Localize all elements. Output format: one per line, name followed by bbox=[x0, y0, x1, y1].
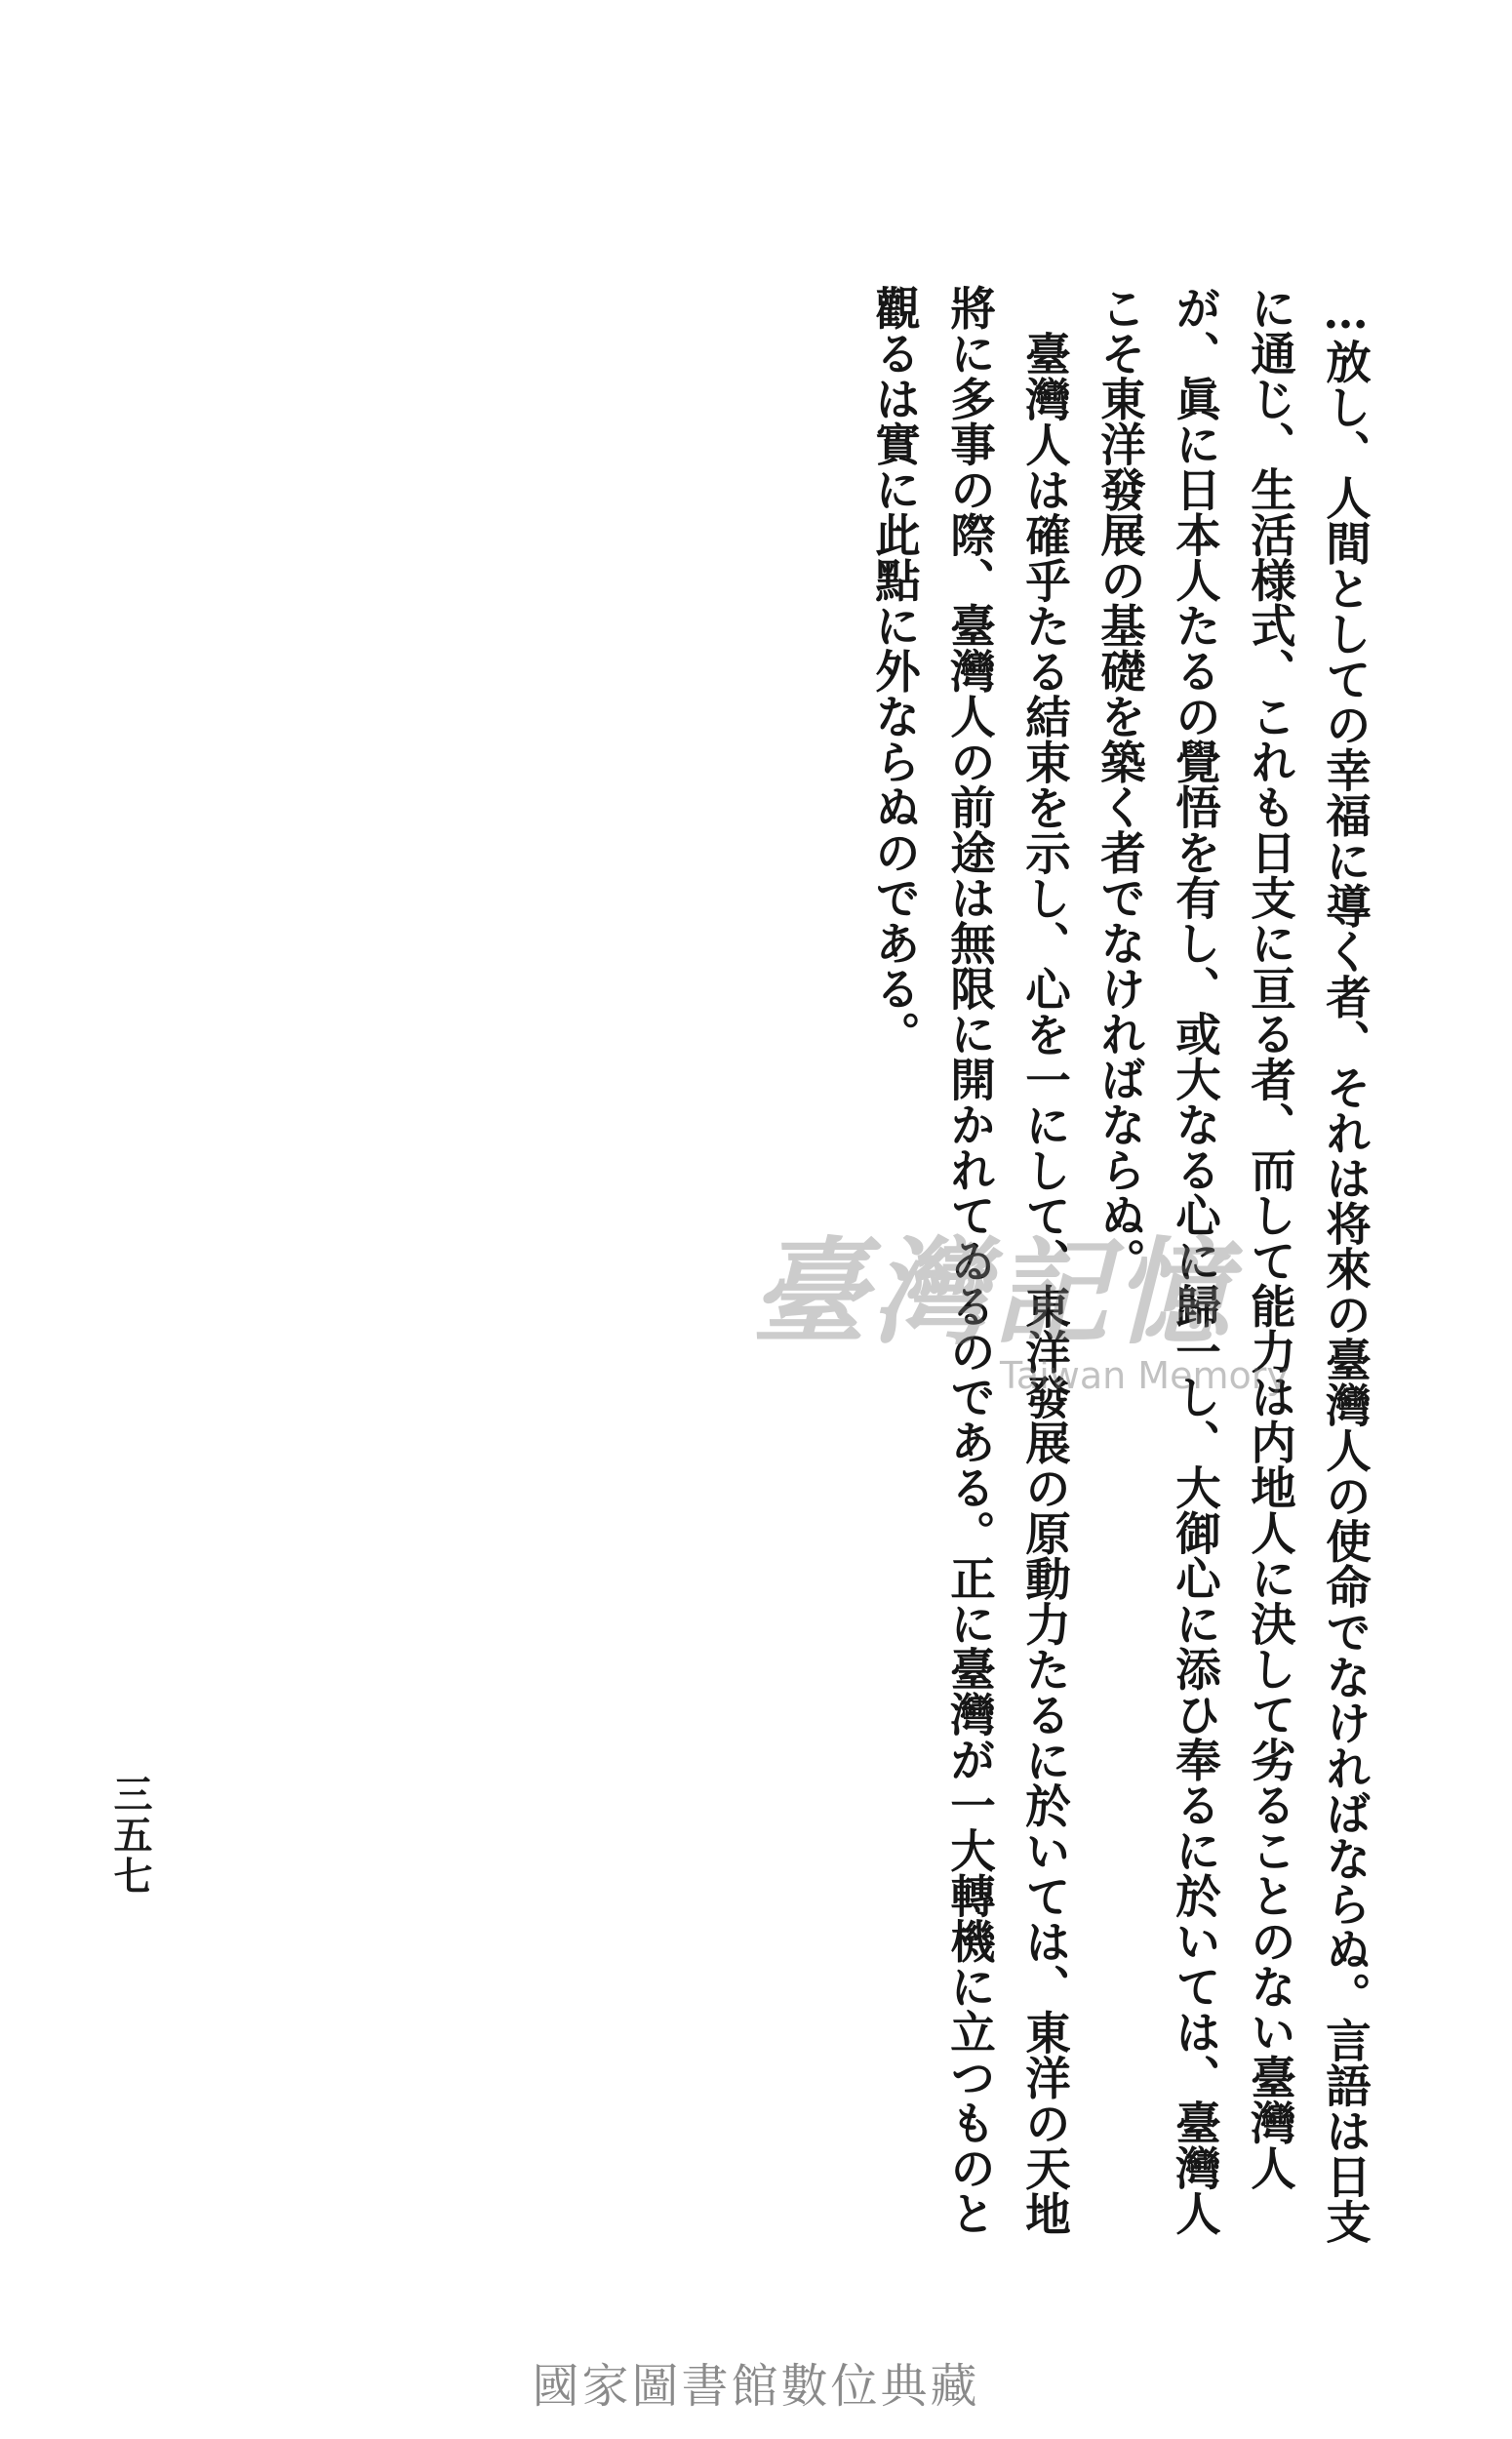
footer-credit: 國家圖書館數位典藏 bbox=[532, 2359, 980, 2414]
paragraph-2: 臺灣人は確乎たる結束を示し、心を一にして、東洋發展の原動力たるに於いては、東洋の天地將に多事の際、臺灣人の前途は無限に開かれてゐるのである。正に臺灣が一大轉機に立つものと觀るは實に此點に外ならぬのである。 bbox=[868, 285, 1072, 2236]
watermark-subtitle: Taiwan Memory bbox=[1000, 1354, 1289, 1397]
page-number: 三五七 bbox=[107, 1774, 153, 1897]
body-text-column bbox=[857, 285, 1383, 2256]
watermark-logo-text: 臺灣記憶 bbox=[751, 1224, 1236, 1360]
paragraph-1: …放し、人間としての幸福に導く者、それは将來の臺灣人の使命でなければならぬ。言語は日支に通じ、生活様式、これも日支に亘る者、而して能力は内地人に決して劣ることのない臺灣人が、眞に日本人たるの覺悟を有し、或大なる心に歸一し、大御心に添ひ奉るに於いては、臺灣人こそ東洋發展の基礎を築く者でなければならぬ。 bbox=[1094, 285, 1373, 2244]
